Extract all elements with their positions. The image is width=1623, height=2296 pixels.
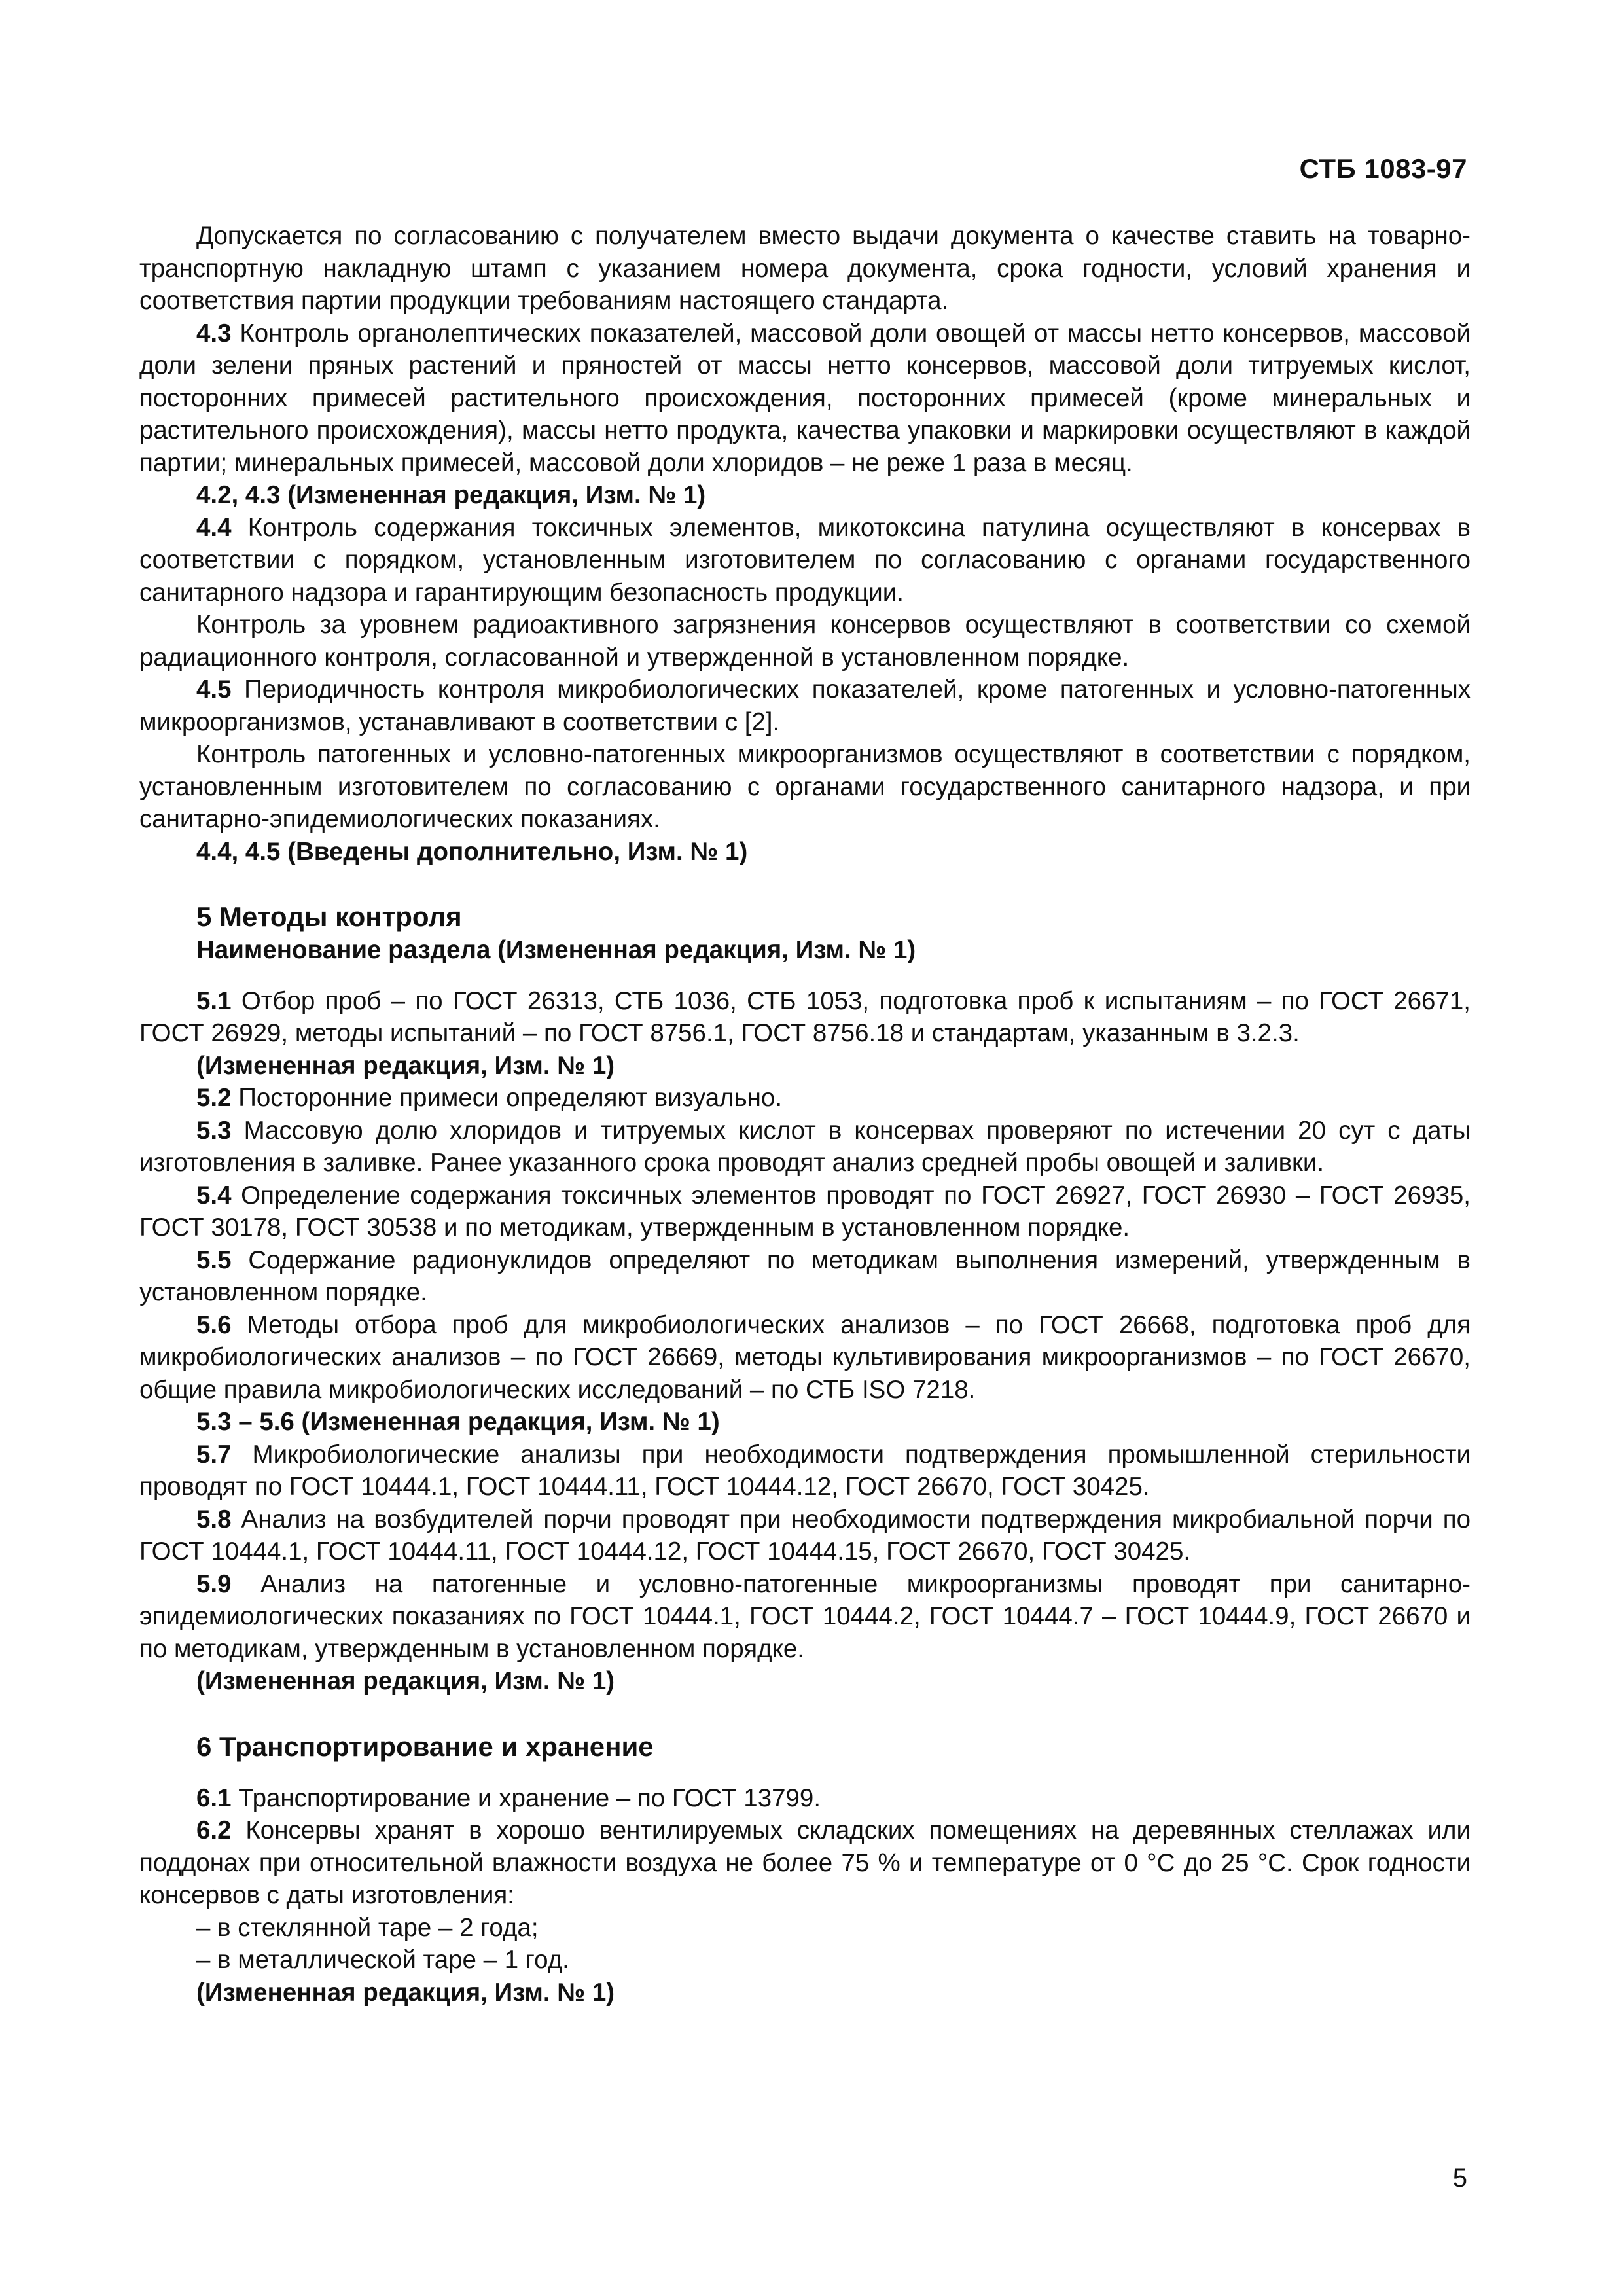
clause-text: Посторонние примеси определяют визуально.	[231, 1084, 783, 1112]
clause-number: 4.4	[196, 513, 232, 542]
section-amendment-note: Наименование раздела (Измененная редакция, Изм. № 1)	[196, 936, 916, 964]
clause-number: 6.2	[196, 1816, 232, 1844]
paragraph: Допускается по согласованию с получателем вместо выдачи документа о качестве ставить на товарно-транспортную накладную штамп с указанием номера документа, срока годности, условий хранения и соответствия партии продукции требованиям настоящего стандарта.	[139, 222, 1471, 315]
clause-number: 5.5	[196, 1246, 232, 1274]
clause-4-3	[139, 317, 1471, 480]
clause-text: Микробиологические анализы при необходимости подтверждения промышленной стерильности проводят по ГОСТ 10444.1, ГОСТ 10444.11, ГОСТ 10444.12, ГОСТ 26670, ГОСТ 30425.	[139, 1440, 1471, 1501]
document-id-header: СТБ 1083-97	[1299, 153, 1467, 184]
clause-text: Массовую долю хлоридов и титруемых кислот в консервах проверяют по истечении 20 сут с даты изготовления в заливке. Ранее указанного срока проводят анализ средней пробы овощей и заливки.	[139, 1116, 1471, 1177]
clause-5-9	[139, 1568, 1471, 1666]
clause-number: 5.1	[196, 986, 232, 1015]
amendment-note: (Измененная редакция, Изм. № 1)	[196, 1051, 615, 1080]
paragraph: Контроль патогенных и условно-патогенных микроорганизмов осуществляют в соответствии с порядком, установленным изготовителем по согласованию с органами государственного санитарного надзора, и при санитарно-эпидемиологических показаниях.	[139, 740, 1471, 833]
clause-text: Транспортирование и хранение – по ГОСТ 13799.	[231, 1784, 821, 1812]
amendment-note: (Измененная редакция, Изм. № 1)	[196, 1978, 615, 2007]
clause-5-4	[139, 1179, 1471, 1244]
clause-number: 4.5	[196, 675, 232, 704]
clause-6-2	[139, 1814, 1471, 1912]
amendment-note: 4.2, 4.3 (Измененная редакция, Изм. № 1)	[196, 481, 706, 509]
clause-text: Содержание радионуклидов определяют по методикам выполнения измерений, утвержденным в установленном порядке.	[139, 1246, 1471, 1306]
clause-number: 5.9	[196, 1570, 232, 1598]
clause-number: 6.1	[196, 1784, 232, 1812]
clause-text: Определение содержания токсичных элементов проводят по ГОСТ 26927, ГОСТ 26930 – ГОСТ 26935, ГОСТ 30178, ГОСТ 30538 и по методикам, утвержденным в установленном порядке.	[139, 1181, 1471, 1242]
clause-number: 5.3	[196, 1116, 232, 1145]
clause-number: 5.7	[196, 1440, 232, 1469]
list-item: – в металлической таре – 1 год.	[196, 1946, 569, 1974]
list-item: – в стеклянной таре – 2 года;	[196, 1913, 539, 1942]
clause-5-7	[139, 1439, 1471, 1503]
clause-number: 5.4	[196, 1181, 232, 1210]
clause-5-8	[139, 1503, 1471, 1568]
clause-5-2	[139, 1082, 1471, 1115]
clause-number: 4.3	[196, 319, 232, 348]
section-heading-5: 5 Методы контроля	[196, 901, 462, 932]
clause-4-4	[139, 512, 1471, 609]
amendment-note: 5.3 – 5.6 (Измененная редакция, Изм. № 1)	[196, 1408, 720, 1436]
clause-number: 5.6	[196, 1310, 232, 1339]
page-number: 5	[1452, 2164, 1467, 2193]
clause-6-1	[139, 1782, 1471, 1815]
clause-4-5	[139, 673, 1471, 738]
clause-5-5	[139, 1244, 1471, 1309]
amendment-note: 4.4, 4.5 (Введены дополнительно, Изм. № 1)	[196, 837, 748, 866]
document-body	[139, 220, 1471, 2009]
amendment-note: (Измененная редакция, Изм. № 1)	[196, 1667, 615, 1695]
paragraph: Контроль за уровнем радиоактивного загрязнения консервов осуществляют в соответствии со схемой радиационного контроля, согласованной и утвержденной в установленном порядке.	[139, 611, 1471, 672]
clause-text: Анализ на патогенные и условно-патогенные микроорганизмы проводят при санитарно-эпидемиологических показаниях по ГОСТ 10444.1, ГОСТ 10444.2, ГОСТ 10444.7 – ГОСТ 10444.9, ГОСТ 26670 и по методикам, утвержденным в установленном порядке.	[139, 1570, 1471, 1663]
clause-text: Контроль содержания токсичных элементов, микотоксина патулина осуществляют в консервах в соответствии с порядком, установленным изготовителем по согласованию с органами государственного санитарного надзора и гарантирующим безопасность продукции.	[139, 513, 1471, 607]
clause-5-6	[139, 1309, 1471, 1407]
clause-number: 5.8	[196, 1505, 232, 1534]
clause-number: 5.2	[196, 1084, 232, 1112]
clause-text: Отбор проб – по ГОСТ 26313, СТБ 1036, СТБ 1053, подготовка проб к испытаниям – по ГОСТ 26671, ГОСТ 26929, методы испытаний – по ГОСТ 8756.1, ГОСТ 8756.18 и стандартам, указанным в 3.2.3.	[139, 986, 1471, 1047]
clause-5-3	[139, 1115, 1471, 1179]
clause-text: Консервы хранят в хорошо вентилируемых складских помещениях на деревянных стеллажах или поддонах при относительной влажности воздуха не более 75 % и температуре от 0 °С до 25 °С. Срок годности консервов с даты изготовления:	[139, 1816, 1471, 1909]
clause-text: Контроль органолептических показателей, массовой доли овощей от массы нетто консервов, массовой доли зелени пряных растений и пряностей от массы нетто консервов, массовой доли титруемых кислот, посторонних примесей растительного происхождения, посторонних примесей (кроме минеральных и растительного происхождения), массы нетто продукта, качества упаковки и маркировки осуществляют в каждой партии; минеральных примесей, массовой доли хлоридов – не реже 1 раза в месяц.	[139, 319, 1471, 477]
clause-5-1	[139, 985, 1471, 1050]
clause-text: Периодичность контроля микробиологических показателей, кроме патогенных и условно-патогенных микроорганизмов, устанавливают в соответствии с [2].	[139, 675, 1471, 736]
clause-text: Анализ на возбудителей порчи проводят при необходимости подтверждения микробиальной порчи по ГОСТ 10444.1, ГОСТ 10444.11, ГОСТ 10444.12, ГОСТ 10444.15, ГОСТ 26670, ГОСТ 30425.	[139, 1505, 1471, 1566]
clause-text: Методы отбора проб для микробиологических анализов – по ГОСТ 26668, подготовка проб для микробиологических анализов – по ГОСТ 26669, методы культивирования микроорганизмов – по ГОСТ 26670, общие правила микробиологических исследований – по СТБ ISO 7218.	[139, 1310, 1471, 1404]
section-heading-6: 6 Транспортирование и хранение	[196, 1731, 654, 1762]
